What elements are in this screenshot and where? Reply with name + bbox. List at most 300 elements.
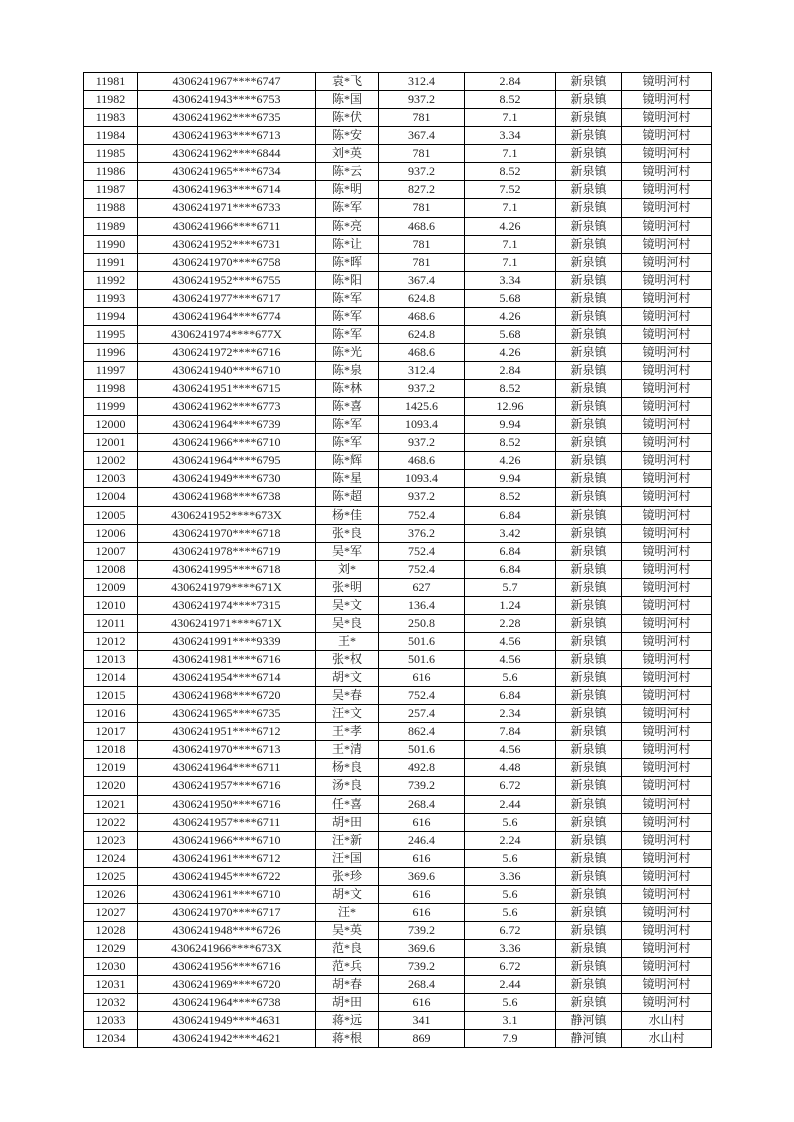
town-cell: 新泉镇: [556, 849, 622, 867]
row-number-cell: 12015: [84, 687, 138, 705]
person-name-cell: 陈*晖: [316, 253, 379, 271]
town-cell: 新泉镇: [556, 343, 622, 361]
town-cell: 新泉镇: [556, 452, 622, 470]
amount-cell: 312.4: [379, 362, 465, 380]
village-cell: 镜明河村: [622, 921, 712, 939]
town-cell: 新泉镇: [556, 235, 622, 253]
table-row: [84, 452, 712, 470]
amount-cell: 937.2: [379, 91, 465, 109]
person-name-cell: 胡*文: [316, 885, 379, 903]
table-row: [84, 325, 712, 343]
id-number-cell: 4306241968****6738: [138, 488, 316, 506]
id-number-cell: 4306241943****6753: [138, 91, 316, 109]
village-cell: 镜明河村: [622, 813, 712, 831]
id-number-cell: 4306241951****6715: [138, 380, 316, 398]
row-number-cell: 11981: [84, 73, 138, 91]
town-cell: 新泉镇: [556, 271, 622, 289]
amount-cell: 312.4: [379, 73, 465, 91]
area-cell: 5.68: [465, 325, 556, 343]
table-row: [84, 217, 712, 235]
id-number-cell: 4306241949****4631: [138, 1012, 316, 1030]
table-row: [84, 867, 712, 885]
amount-cell: 1425.6: [379, 398, 465, 416]
row-number-cell: 11996: [84, 343, 138, 361]
amount-cell: 501.6: [379, 632, 465, 650]
row-number-cell: 12003: [84, 470, 138, 488]
amount-cell: 468.6: [379, 307, 465, 325]
area-cell: 3.34: [465, 127, 556, 145]
area-cell: 3.34: [465, 271, 556, 289]
row-number-cell: 12004: [84, 488, 138, 506]
village-cell: 镜明河村: [622, 596, 712, 614]
table-row: [84, 723, 712, 741]
town-cell: 新泉镇: [556, 632, 622, 650]
table-row: [84, 578, 712, 596]
row-number-cell: 11992: [84, 271, 138, 289]
area-cell: 3.36: [465, 867, 556, 885]
row-number-cell: 12027: [84, 903, 138, 921]
area-cell: 6.72: [465, 921, 556, 939]
person-name-cell: 汪*文: [316, 705, 379, 723]
row-number-cell: 11994: [84, 307, 138, 325]
row-number-cell: 12031: [84, 976, 138, 994]
table-row: [84, 163, 712, 181]
id-number-cell: 4306241965****6734: [138, 163, 316, 181]
village-cell: 镜明河村: [622, 759, 712, 777]
row-number-cell: 12033: [84, 1012, 138, 1030]
amount-cell: 937.2: [379, 488, 465, 506]
person-name-cell: 陈*军: [316, 325, 379, 343]
id-number-cell: 4306241945****6722: [138, 867, 316, 885]
area-cell: 4.26: [465, 452, 556, 470]
table-row: [84, 109, 712, 127]
amount-cell: 257.4: [379, 705, 465, 723]
amount-cell: 369.6: [379, 940, 465, 958]
row-number-cell: 11991: [84, 253, 138, 271]
amount-cell: 752.4: [379, 542, 465, 560]
id-number-cell: 4306241961****6712: [138, 849, 316, 867]
row-number-cell: 12030: [84, 958, 138, 976]
row-number-cell: 12012: [84, 632, 138, 650]
person-name-cell: 范*良: [316, 940, 379, 958]
amount-cell: 268.4: [379, 795, 465, 813]
village-cell: 镜明河村: [622, 253, 712, 271]
amount-cell: 739.2: [379, 921, 465, 939]
area-cell: 4.56: [465, 632, 556, 650]
table-row: [84, 831, 712, 849]
amount-cell: 376.2: [379, 524, 465, 542]
town-cell: 新泉镇: [556, 741, 622, 759]
village-cell: 镜明河村: [622, 723, 712, 741]
id-number-cell: 4306241968****6720: [138, 687, 316, 705]
person-name-cell: 杨*良: [316, 759, 379, 777]
village-cell: 镜明河村: [622, 867, 712, 885]
id-number-cell: 4306241970****6718: [138, 524, 316, 542]
amount-cell: 781: [379, 199, 465, 217]
town-cell: 新泉镇: [556, 795, 622, 813]
village-cell: 镜明河村: [622, 452, 712, 470]
area-cell: 8.52: [465, 91, 556, 109]
amount-cell: 616: [379, 994, 465, 1012]
row-number-cell: 12028: [84, 921, 138, 939]
person-name-cell: 陈*军: [316, 434, 379, 452]
person-name-cell: 陈*超: [316, 488, 379, 506]
village-cell: 镜明河村: [622, 958, 712, 976]
row-number-cell: 11986: [84, 163, 138, 181]
id-number-cell: 4306241970****6758: [138, 253, 316, 271]
id-number-cell: 4306241957****6711: [138, 813, 316, 831]
amount-cell: 937.2: [379, 163, 465, 181]
table-row: [84, 235, 712, 253]
row-number-cell: 11989: [84, 217, 138, 235]
person-name-cell: 刘*英: [316, 145, 379, 163]
row-number-cell: 12010: [84, 596, 138, 614]
area-cell: 4.48: [465, 759, 556, 777]
id-number-cell: 4306241969****6720: [138, 976, 316, 994]
village-cell: 镜明河村: [622, 416, 712, 434]
id-number-cell: 4306241981****6716: [138, 651, 316, 669]
town-cell: 新泉镇: [556, 91, 622, 109]
table-row: [84, 1012, 712, 1030]
town-cell: 新泉镇: [556, 578, 622, 596]
row-number-cell: 12026: [84, 885, 138, 903]
person-name-cell: 胡*田: [316, 813, 379, 831]
table-row: [84, 542, 712, 560]
area-cell: 5.6: [465, 813, 556, 831]
village-cell: 镜明河村: [622, 651, 712, 669]
town-cell: 新泉镇: [556, 253, 622, 271]
area-cell: 6.84: [465, 687, 556, 705]
town-cell: 新泉镇: [556, 723, 622, 741]
row-number-cell: 11993: [84, 289, 138, 307]
area-cell: 7.52: [465, 181, 556, 199]
town-cell: 新泉镇: [556, 958, 622, 976]
amount-cell: 624.8: [379, 325, 465, 343]
id-number-cell: 4306241978****6719: [138, 542, 316, 560]
id-number-cell: 4306241950****6716: [138, 795, 316, 813]
row-number-cell: 12022: [84, 813, 138, 831]
town-cell: 新泉镇: [556, 813, 622, 831]
table-row: [84, 362, 712, 380]
person-name-cell: 蒋*远: [316, 1012, 379, 1030]
town-cell: 新泉镇: [556, 614, 622, 632]
id-number-cell: 4306241974****7315: [138, 596, 316, 614]
id-number-cell: 4306241966****673X: [138, 940, 316, 958]
row-number-cell: 12001: [84, 434, 138, 452]
table-row: [84, 958, 712, 976]
area-cell: 7.9: [465, 1030, 556, 1048]
village-cell: 镜明河村: [622, 741, 712, 759]
village-cell: 镜明河村: [622, 831, 712, 849]
village-cell: 镜明河村: [622, 940, 712, 958]
town-cell: 新泉镇: [556, 705, 622, 723]
id-number-cell: 4306241957****6716: [138, 777, 316, 795]
id-number-cell: 4306241974****677X: [138, 325, 316, 343]
town-cell: 新泉镇: [556, 651, 622, 669]
row-number-cell: 12002: [84, 452, 138, 470]
amount-cell: 468.6: [379, 452, 465, 470]
town-cell: 新泉镇: [556, 289, 622, 307]
town-cell: 新泉镇: [556, 145, 622, 163]
area-cell: 9.94: [465, 416, 556, 434]
row-number-cell: 11983: [84, 109, 138, 127]
town-cell: 新泉镇: [556, 940, 622, 958]
row-number-cell: 11999: [84, 398, 138, 416]
table-row: [84, 940, 712, 958]
town-cell: 新泉镇: [556, 325, 622, 343]
amount-cell: 616: [379, 849, 465, 867]
id-number-cell: 4306241964****6774: [138, 307, 316, 325]
person-name-cell: 吴*军: [316, 542, 379, 560]
village-cell: 镜明河村: [622, 994, 712, 1012]
village-cell: 镜明河村: [622, 289, 712, 307]
id-number-cell: 4306241964****6711: [138, 759, 316, 777]
town-cell: 新泉镇: [556, 416, 622, 434]
area-cell: 5.7: [465, 578, 556, 596]
village-cell: 镜明河村: [622, 885, 712, 903]
area-cell: 12.96: [465, 398, 556, 416]
row-number-cell: 12000: [84, 416, 138, 434]
id-number-cell: 4306241949****6730: [138, 470, 316, 488]
table-row: [84, 91, 712, 109]
row-number-cell: 12008: [84, 560, 138, 578]
village-cell: 镜明河村: [622, 398, 712, 416]
table-row: [84, 777, 712, 795]
table-row: [84, 434, 712, 452]
person-name-cell: 王*清: [316, 741, 379, 759]
area-cell: 7.1: [465, 235, 556, 253]
town-cell: 新泉镇: [556, 506, 622, 524]
village-cell: 镜明河村: [622, 434, 712, 452]
village-cell: 镜明河村: [622, 849, 712, 867]
person-name-cell: 陈*国: [316, 91, 379, 109]
person-name-cell: 张*明: [316, 578, 379, 596]
row-number-cell: 12019: [84, 759, 138, 777]
amount-cell: 468.6: [379, 343, 465, 361]
row-number-cell: 12025: [84, 867, 138, 885]
town-cell: 新泉镇: [556, 73, 622, 91]
table-row: [84, 903, 712, 921]
person-name-cell: 陈*泉: [316, 362, 379, 380]
village-cell: 镜明河村: [622, 903, 712, 921]
row-number-cell: 12032: [84, 994, 138, 1012]
village-cell: 镜明河村: [622, 217, 712, 235]
row-number-cell: 11998: [84, 380, 138, 398]
id-number-cell: 4306241964****6795: [138, 452, 316, 470]
amount-cell: 341: [379, 1012, 465, 1030]
village-cell: 水山村: [622, 1012, 712, 1030]
area-cell: 4.26: [465, 343, 556, 361]
village-cell: 镜明河村: [622, 325, 712, 343]
person-name-cell: 袁*飞: [316, 73, 379, 91]
row-number-cell: 12005: [84, 506, 138, 524]
person-name-cell: 刘*: [316, 560, 379, 578]
town-cell: 新泉镇: [556, 831, 622, 849]
id-number-cell: 4306241979****671X: [138, 578, 316, 596]
area-cell: 7.1: [465, 109, 556, 127]
id-number-cell: 4306241971****671X: [138, 614, 316, 632]
area-cell: 6.84: [465, 542, 556, 560]
village-cell: 镜明河村: [622, 380, 712, 398]
row-number-cell: 11985: [84, 145, 138, 163]
town-cell: 新泉镇: [556, 470, 622, 488]
id-number-cell: 4306241951****6712: [138, 723, 316, 741]
person-name-cell: 吴*英: [316, 921, 379, 939]
amount-cell: 616: [379, 903, 465, 921]
person-name-cell: 汪*国: [316, 849, 379, 867]
person-name-cell: 陈*云: [316, 163, 379, 181]
table-row: [84, 885, 712, 903]
person-name-cell: 陈*军: [316, 416, 379, 434]
area-cell: 5.6: [465, 849, 556, 867]
id-number-cell: 4306241971****6733: [138, 199, 316, 217]
table-row: [84, 560, 712, 578]
village-cell: 镜明河村: [622, 524, 712, 542]
row-number-cell: 11995: [84, 325, 138, 343]
village-cell: 镜明河村: [622, 343, 712, 361]
amount-cell: 1093.4: [379, 470, 465, 488]
village-cell: 镜明河村: [622, 687, 712, 705]
village-cell: 镜明河村: [622, 73, 712, 91]
village-cell: 水山村: [622, 1030, 712, 1048]
amount-cell: 937.2: [379, 434, 465, 452]
area-cell: 7.84: [465, 723, 556, 741]
person-name-cell: 陈*安: [316, 127, 379, 145]
table-row: [84, 849, 712, 867]
area-cell: 5.6: [465, 885, 556, 903]
town-cell: 新泉镇: [556, 921, 622, 939]
village-cell: 镜明河村: [622, 506, 712, 524]
town-cell: 新泉镇: [556, 199, 622, 217]
village-cell: 镜明河村: [622, 614, 712, 632]
area-cell: 8.52: [465, 434, 556, 452]
amount-cell: 937.2: [379, 380, 465, 398]
person-name-cell: 吴*文: [316, 596, 379, 614]
village-cell: 镜明河村: [622, 362, 712, 380]
amount-cell: 1093.4: [379, 416, 465, 434]
amount-cell: 781: [379, 253, 465, 271]
amount-cell: 862.4: [379, 723, 465, 741]
area-cell: 1.24: [465, 596, 556, 614]
row-number-cell: 11990: [84, 235, 138, 253]
village-cell: 镜明河村: [622, 542, 712, 560]
person-name-cell: 汤*良: [316, 777, 379, 795]
row-number-cell: 11997: [84, 362, 138, 380]
town-cell: 新泉镇: [556, 434, 622, 452]
area-cell: 6.72: [465, 777, 556, 795]
person-name-cell: 王*: [316, 632, 379, 650]
amount-cell: 468.6: [379, 217, 465, 235]
town-cell: 静河镇: [556, 1030, 622, 1048]
person-name-cell: 吴*良: [316, 614, 379, 632]
town-cell: 新泉镇: [556, 867, 622, 885]
row-number-cell: 12007: [84, 542, 138, 560]
row-number-cell: 11988: [84, 199, 138, 217]
area-cell: 8.52: [465, 488, 556, 506]
id-number-cell: 4306241964****6738: [138, 994, 316, 1012]
id-number-cell: 4306241952****6731: [138, 235, 316, 253]
area-cell: 6.84: [465, 506, 556, 524]
area-cell: 4.26: [465, 217, 556, 235]
id-number-cell: 4306241977****6717: [138, 289, 316, 307]
id-number-cell: 4306241964****6739: [138, 416, 316, 434]
table-row: [84, 506, 712, 524]
person-name-cell: 陈*明: [316, 181, 379, 199]
amount-cell: 616: [379, 885, 465, 903]
amount-cell: 501.6: [379, 651, 465, 669]
table-row: [84, 199, 712, 217]
town-cell: 新泉镇: [556, 380, 622, 398]
town-cell: 新泉镇: [556, 181, 622, 199]
table-row: [84, 759, 712, 777]
town-cell: 新泉镇: [556, 127, 622, 145]
person-name-cell: 陈*军: [316, 289, 379, 307]
table-row: [84, 271, 712, 289]
person-name-cell: 汪*新: [316, 831, 379, 849]
town-cell: 新泉镇: [556, 759, 622, 777]
row-number-cell: 12006: [84, 524, 138, 542]
id-number-cell: 4306241966****6710: [138, 831, 316, 849]
id-number-cell: 4306241963****6714: [138, 181, 316, 199]
town-cell: 新泉镇: [556, 976, 622, 994]
amount-cell: 367.4: [379, 127, 465, 145]
area-cell: 2.84: [465, 73, 556, 91]
village-cell: 镜明河村: [622, 127, 712, 145]
id-number-cell: 4306241966****6711: [138, 217, 316, 235]
table-row: [84, 1030, 712, 1048]
row-number-cell: 11982: [84, 91, 138, 109]
area-cell: 2.84: [465, 362, 556, 380]
row-number-cell: 12024: [84, 849, 138, 867]
village-cell: 镜明河村: [622, 777, 712, 795]
id-number-cell: 4306241967****6747: [138, 73, 316, 91]
area-cell: 7.1: [465, 199, 556, 217]
table-row: [84, 632, 712, 650]
id-number-cell: 4306241952****6755: [138, 271, 316, 289]
id-number-cell: 4306241972****6716: [138, 343, 316, 361]
area-cell: 5.6: [465, 903, 556, 921]
person-name-cell: 陈*林: [316, 380, 379, 398]
person-name-cell: 陈*伏: [316, 109, 379, 127]
row-number-cell: 12016: [84, 705, 138, 723]
table-row: [84, 687, 712, 705]
village-cell: 镜明河村: [622, 235, 712, 253]
row-number-cell: 11987: [84, 181, 138, 199]
area-cell: 2.34: [465, 705, 556, 723]
table-row: [84, 813, 712, 831]
person-name-cell: 任*喜: [316, 795, 379, 813]
id-number-cell: 4306241966****6710: [138, 434, 316, 452]
table-row: [84, 398, 712, 416]
amount-cell: 781: [379, 235, 465, 253]
person-name-cell: 张*良: [316, 524, 379, 542]
table-row: [84, 307, 712, 325]
table-row: [84, 380, 712, 398]
person-name-cell: 胡*文: [316, 669, 379, 687]
table-row: [84, 127, 712, 145]
amount-cell: 752.4: [379, 560, 465, 578]
table-row: [84, 921, 712, 939]
table-row: [84, 181, 712, 199]
id-number-cell: 4306241940****6710: [138, 362, 316, 380]
table-row: [84, 705, 712, 723]
town-cell: 新泉镇: [556, 669, 622, 687]
amount-cell: 624.8: [379, 289, 465, 307]
area-cell: 2.44: [465, 795, 556, 813]
area-cell: 4.56: [465, 651, 556, 669]
area-cell: 3.42: [465, 524, 556, 542]
town-cell: 新泉镇: [556, 524, 622, 542]
